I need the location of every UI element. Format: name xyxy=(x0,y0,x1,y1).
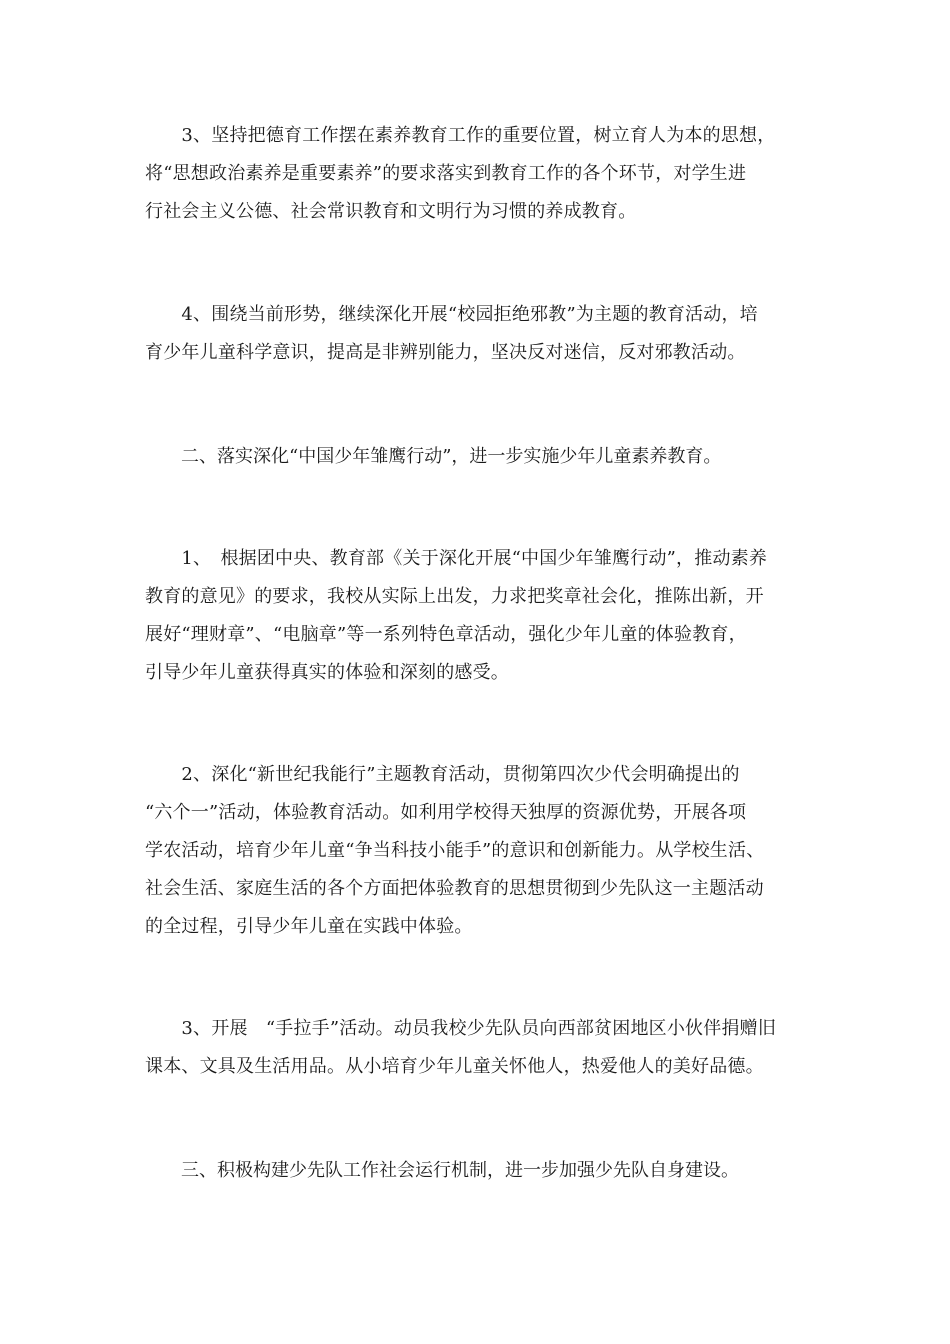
paragraph-line: 教育的意见》的要求，我校从实际上出发，力求把奖章社会化，推陈出新，开 xyxy=(145,586,764,607)
paragraph-line: 行社会主义公德、社会常识教育和文明行为习惯的养成教育。 xyxy=(145,201,637,222)
section-heading-three: 三、积极构建少先队工作社会运行机制，进一步加强少先队自身建设。 xyxy=(145,1160,739,1181)
paragraph-line: 育少年儿童科学意识，提高是非辨别能力，坚决反对迷信，反对邪教活动。 xyxy=(145,342,746,363)
paragraph-line: 引导少年儿童获得真实的体验和深刻的感受。 xyxy=(145,662,509,683)
paragraph-line: 2、深化“新世纪我能行”主题教育活动，贯彻第四次少代会明确提出的 xyxy=(145,764,740,785)
paragraph-line: 1、 根据团中央、教育部《关于深化开展“中国少年雏鹰行动”，推动素养 xyxy=(145,548,768,569)
paragraph-moral-education xyxy=(145,117,817,231)
paragraph-line: 4、围绕当前形势，继续深化开展“校园拒绝邪教”为主题的教育活动，培 xyxy=(145,304,758,325)
section-heading-two: 二、落实深化“中国少年雏鹰行动”，进一步实施少年儿童素养教育。 xyxy=(145,446,722,467)
paragraph-line: “六个一”活动，体验教育活动。如利用学校得天独厚的资源优势，开展各项 xyxy=(145,802,747,823)
paragraph-line: 将“思想政治素养是重要素养”的要求落实到教育工作的各个环节，对学生进 xyxy=(145,163,747,184)
paragraph-line: 的全过程，引导少年儿童在实践中体验。 xyxy=(145,916,473,937)
paragraph-new-century xyxy=(145,756,817,946)
paragraph-hand-in-hand xyxy=(145,1010,817,1086)
paragraph-line: 学农活动，培育少年儿童“争当科技小能手”的意识和创新能力。从学校生活、 xyxy=(145,840,765,861)
paragraph-anti-cult xyxy=(145,296,817,372)
paragraph-line: 展好“理财章”、“电脑章”等一系列特色章活动，强化少年儿童的体验教育， xyxy=(145,624,747,645)
paragraph-line: 3、坚持把德育工作摆在素养教育工作的重要位置，树立育人为本的思想， xyxy=(145,125,776,146)
paragraph-line: 社会生活、家庭生活的各个方面把体验教育的思想贯彻到少先队这一主题活动 xyxy=(145,878,764,899)
paragraph-eagle-action xyxy=(145,540,817,692)
paragraph-line: 课本、文具及生活用品。从小培育少年儿童关怀他人，热爱他人的美好品德。 xyxy=(145,1056,764,1077)
paragraph-line: 3、开展 “手拉手”活动。动员我校少先队员向西部贫困地区小伙伴捐赠旧 xyxy=(145,1018,777,1039)
